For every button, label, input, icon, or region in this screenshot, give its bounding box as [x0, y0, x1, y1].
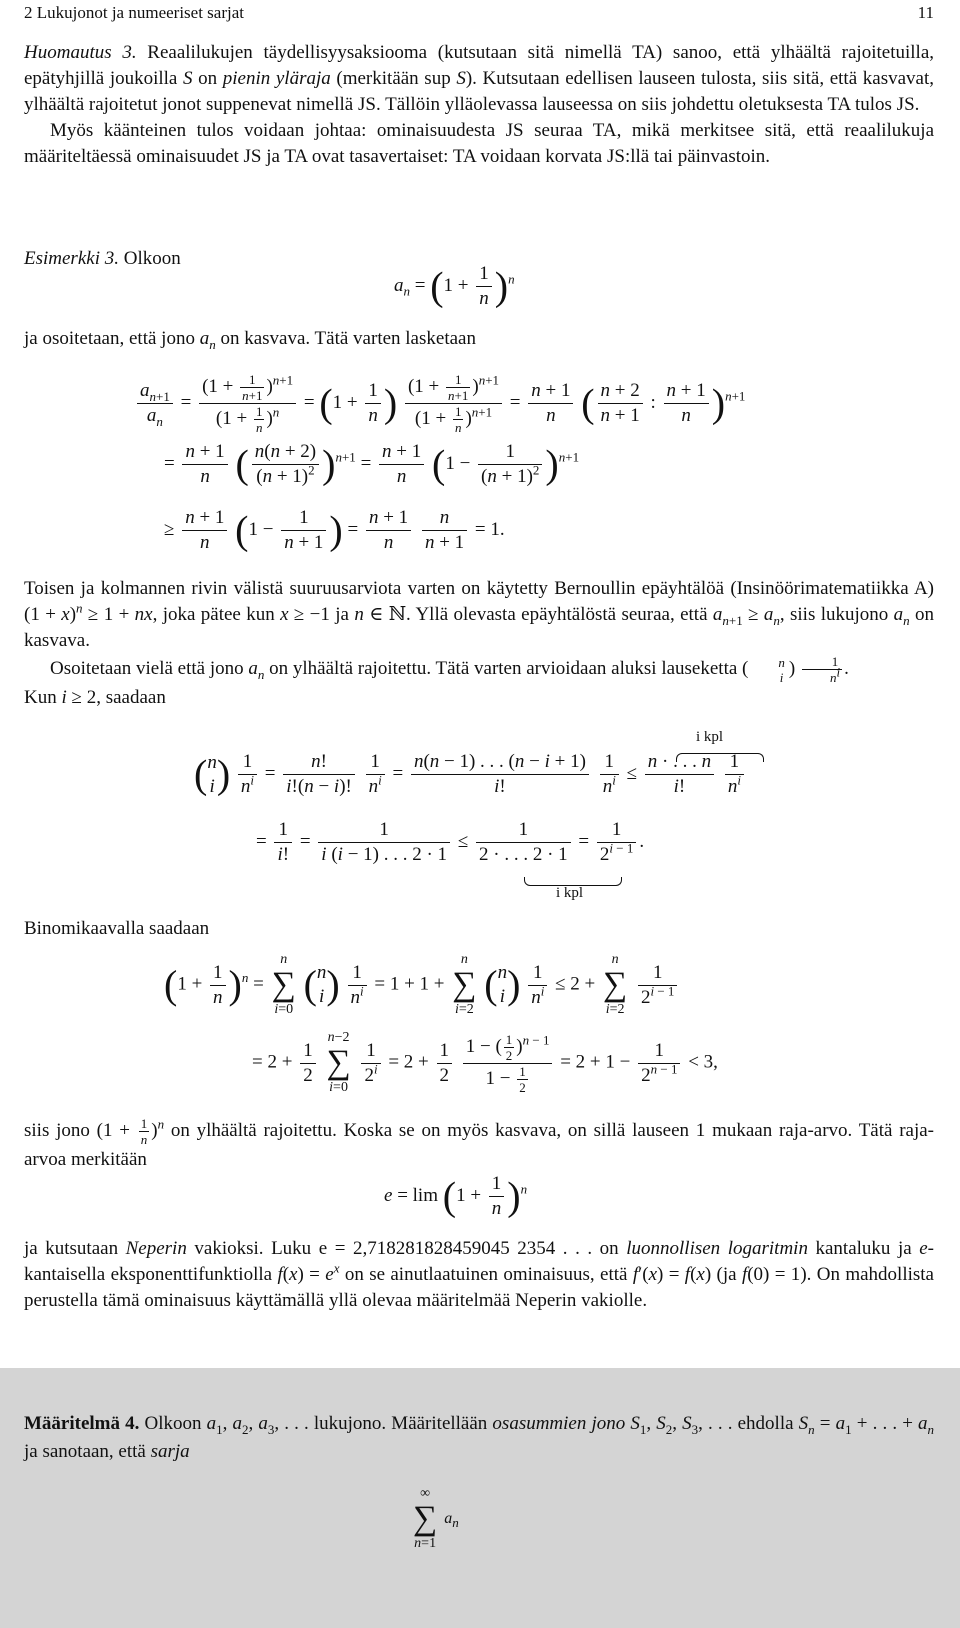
example-label: Esimerkki 3. [24, 248, 119, 269]
brace-label-bottom: i kpl [556, 885, 584, 901]
conclusion-paragraph: siis jono (1 + $\frac{1}{n}$ )$^n$ on ylhäältä rajoitettu. Koska se on myös kasvava, on sillä lauseen 1 mukaan raja-arvo. Tätä raja-arvoa merkitään [24, 1116, 935, 1170]
example-3-intro: Esimerkki 3. Olkoon [24, 248, 181, 269]
binomial-intro: Binomikaavalla saadaan [24, 918, 210, 939]
equation-ratio-line-3: ≥ $\frac{n + 1}{n}$ (1 − $\frac{1}{n + 1}$ ) = $\frac{n + 1}{n}$ $\frac{n}{n + 1}$ = 1. [164, 507, 505, 553]
equation-ratio-line-1: $\frac{a_{n+1}}{a_n}$ = (1 + $\frac{1}{n+1}$ )$^{n+1}$ (1 + $\frac{1}{n}$ )$^n$ = (1 + $\frac{1}{n}$ ) (1 + $\frac{1}{n+1}$ )$^{n+1}$ (1 + $\frac{1}{n}$ )$^{n+1}$ = $\frac{n + 1}{n}$ ( $\frac{n + 2}{n + 1}$ : $\frac{n + 1}{n}$ )$^{n+1}$ [134, 372, 745, 435]
equation-sum-line-2: = 2 + $\frac{1}{2}$ n−2 ∑ i=0 $\frac{1}{2^i}$ = 2 + $\frac{1}{2}$ 1 − ( $\frac{1}{2}$ )$^{n - 1}$ 1 − $\frac{1}{2}$ = 2 + 1 − $\frac{1}{2^{n - 1}}$ < 3, [252, 1030, 718, 1095]
equation-e-limit: e = lim (1 + $\frac{1}{n}$ )$^n$ [384, 1173, 528, 1219]
definition-4: Määritelmä 4. Olkoon $a_1$, $a_2$, $a_3$, . . . lukujono. Määritellään osasummien jono $S_1$, $S_2$, $S_3$, . . . ehdolla $S_n = a_1$ + . . . + $a_n$ ja sanotaan, että sarja [24, 1413, 935, 1462]
neper-paragraph: ja kutsutaan Neperin vakioksi. Luku e = 2,718281828459045 2354 . . . on luonnollisen logaritmin kantaluku ja e-kantaisella eksponenttifunktiolla $f(x) = e^x$ on se ainutlaatuinen ominaisuus, että f′(x) = f(x) (ja f(0) = 1). On mahdollista perustella tämä ominaisuus käyttämällä yllä olevaa määritelmää Neperin vakiolle. [24, 1238, 934, 1311]
example-increasing-text: ja osoitetaan, että jono $a_n$ on kasvava. Tätä varten lasketaan [24, 328, 476, 352]
chapter-title: 2 Lukujonot ja numeeriset sarjat [24, 3, 244, 22]
remark-label: Huomautus 3. [24, 42, 137, 63]
equation-sum-line-1: (1 + $\frac{1}{n}$ )$^n$ = n ∑ i=0 ( n i ) $\frac{1}{n^i}$ = 1 + 1 + n ∑ i=2 ( n i ) $\frac{1}{n^i}$ ≤ 2 + n ∑ i=2 $\frac{1}{2^{i - 1}}$ [164, 952, 680, 1018]
running-header [24, 0, 934, 24]
equation-series: ∞ ∑ n=1 $a_n$ [413, 1486, 459, 1551]
definition-box [0, 1368, 960, 1628]
remark-paragraph-2: Myös käänteinen tulos voidaan johtaa: ominaisuudesta JS seuraa TA, mikä merkitsee sitä, että reaalilukuja määriteltäessä ominaisuudet JS ja TA ovat tasavertaiset: TA voidaan korvata JS:llä tai päinvastoin. [24, 120, 934, 167]
equation-binom-line-2: = $\frac{1}{i!}$ = $\frac{1}{i (i - 1) . . . 2 \cdot 1}$ ≤ $\frac{1}{2 \cdot . . . 2 \cdot 1}$ = $\frac{1}{2^{i - 1}}$ . [256, 819, 645, 865]
equation-ratio-line-2: = $\frac{n + 1}{n}$ ( $\frac{n(n + 2)}{(n + 1)^2}$ )$^{n+1}$ = $\frac{n + 1}{n}$ (1 − $\frac{1}{(n + 1)^2}$ )$^{n+1}$ [164, 441, 580, 487]
definition-label: Määritelmä 4. [24, 1413, 140, 1434]
page-number: 11 [917, 3, 934, 22]
equation-binom-line-1: ( n i ) $\frac{1}{n^i}$ = $\frac{n!}{i!(n - i)!}$ $\frac{1}{n^i}$ = $\frac{n(n - 1) . . . (n - i + 1)}{i!}$ $\frac{1}{n^i}$ ≤ $\frac{n \cdot . . . n}{i!}$ $\frac{1}{n^i}$ [194, 750, 747, 799]
remark-3 [24, 40, 934, 170]
remark-paragraph-1: Huomautus 3. Reaalilukujen täydellisyysaksiooma (kutsutaan sitä nimellä TA) sanoo, että ylhäältä rajoitetuilla, epätyhjillä joukoilla S on pienin yläraja (merkitään sup S). Kutsutaan edellisen lauseen tulosta, siis sitä, että kasvavat, ylhäältä rajoitetut jonot suppenevat nimellä JS. Tällöin ylläolevassa lauseessa on siis johdettu oletuksesta TA tulos JS. [24, 42, 934, 115]
equation-an-definition: $a_n = (1$ + $\frac{1}{n}$ )$^n$ [394, 263, 515, 309]
bernoulli-paragraph: Toisen ja kolmannen rivin välistä suuruusarviota varten on käytetty Bernoullin epäyhtälöä (Insinöörimatematiikka A) $(1 + x)^n \ge 1$ + nx, joka pätee kun x ≥ −1 ja n ∈ ℕ. Yllä olevasta epäyhtälöstä seuraa, että $a_{n+1} \ge a_n$, siis lukujono $a_n$ on kasvava. Osoitetaan vielä että jono $a_n$ on ylhäältä rajoitettu. Tätä varten arvioidaan aluksi lauseketta ( n i ) $\frac{1}{n^i}$ . Kun i ≥ 2, saadaan [24, 578, 935, 708]
brace-label-top: i kpl [696, 729, 724, 745]
